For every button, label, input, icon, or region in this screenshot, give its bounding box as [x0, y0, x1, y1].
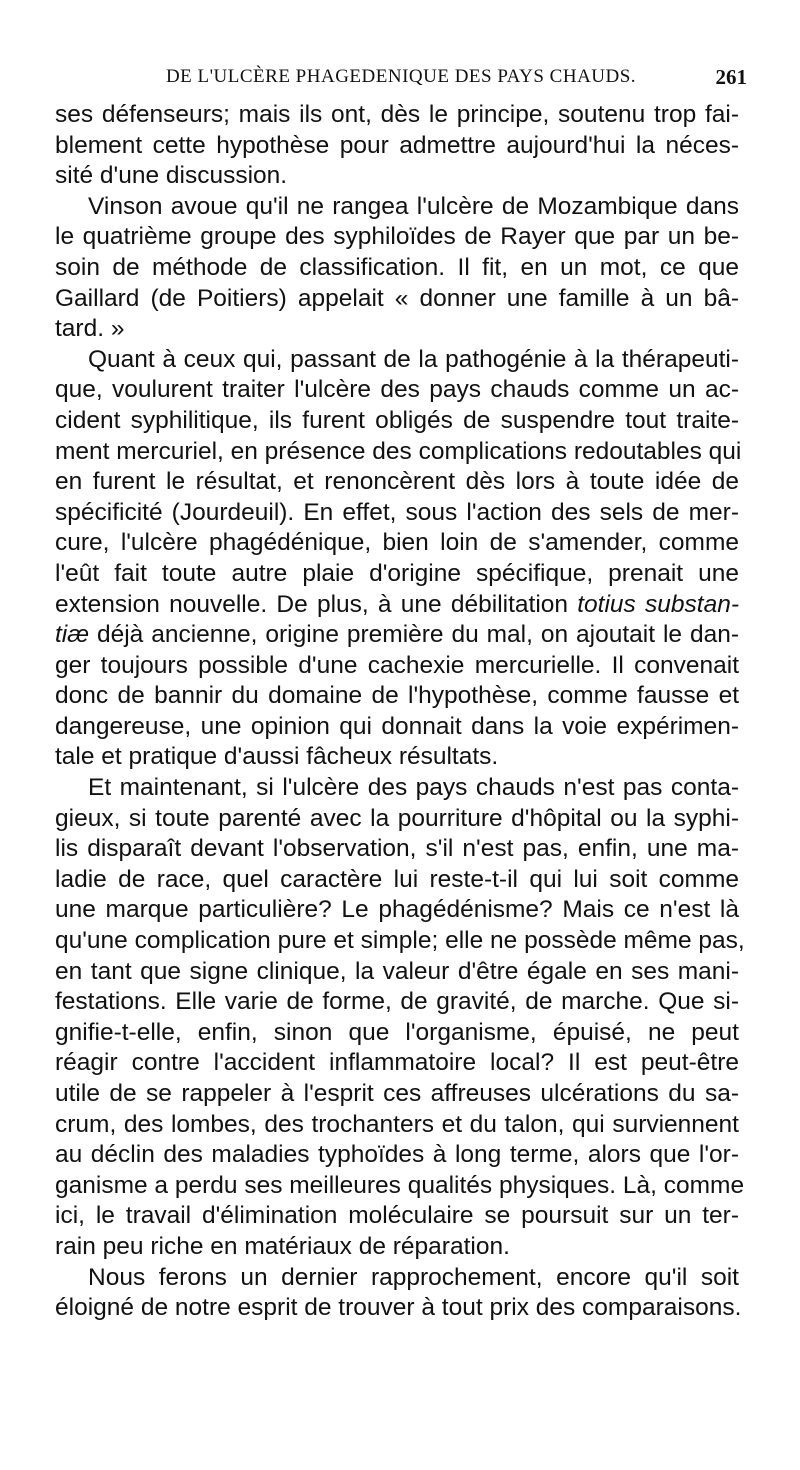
text-line: ganisme a perdu ses meilleures qualités physiques. Là, comme: [55, 1171, 745, 1199]
text-line: Vinson avoue qu'il ne rangea l'ulcère de Mozambique dans: [88, 192, 739, 220]
page-number: 261: [715, 65, 747, 89]
text-line: sité d'une discussion.: [55, 162, 288, 190]
text-line: ment mercuriel, en présence des complications redoutables qui: [55, 437, 742, 465]
text-line: au déclin des maladies typhoïdes à long terme, alors que l'or-: [55, 1141, 739, 1169]
text-line: Gaillard (de Poitiers) appelait « donner une famille à un bâ-: [55, 284, 739, 312]
text-line: le quatrième groupe des syphiloïdes de Rayer que par un be-: [55, 223, 739, 251]
text-line: ger toujours possible d'une cachexie mercurielle. Il convenait: [55, 651, 739, 679]
text-line: Et maintenant, si l'ulcère des pays chauds n'est pas conta-: [88, 774, 739, 802]
text-line: éloigné de notre esprit de trouver à tout prix des comparaisons.: [55, 1294, 742, 1322]
text-segment: déjà ancienne, origine première du mal, on ajoutait le dan-: [89, 621, 739, 649]
text-line: dangereuse, une opinion qui donnait dans la voie expérimen-: [55, 712, 739, 740]
text-line: [55, 590, 739, 621]
text-line: tard. »: [55, 315, 125, 343]
text-line: réagir contre l'accident inflammatoire local? Il est peut-être: [55, 1049, 739, 1077]
text-line: ici, le travail d'élimination moléculaire se poursuit sur un ter-: [55, 1202, 739, 1230]
text-line: gnifie-t-elle, enfin, sinon que l'organisme, épuisé, ne peut: [55, 1018, 739, 1046]
running-head: [55, 62, 747, 92]
text-line: rain peu riche en matériaux de réparation.: [55, 1232, 510, 1260]
text-line: blement cette hypothèse pour admettre aujourd'hui la néces-: [55, 131, 739, 159]
italic-latin-phrase: totius substan-: [577, 590, 740, 618]
text-line: donc de bannir du domaine de l'hypothèse, comme fausse et: [55, 682, 739, 710]
text-line: en tant que signe clinique, la valeur d'être égale en ses mani-: [55, 957, 739, 985]
italic-latin-phrase: tiæ: [55, 621, 90, 649]
text-line: [55, 620, 739, 651]
text-line: festations. Elle varie de forme, de gravité, de marche. Que si-: [55, 988, 739, 1016]
text-segment: extension nouvelle. De plus, à une débilitation: [55, 590, 578, 618]
text-line: ses défenseurs; mais ils ont, dès le principe, soutenu trop fai-: [55, 101, 739, 128]
running-title: DE L'ULCÈRE PHAGEDENIQUE DES PAYS CHAUDS.: [165, 66, 637, 87]
text-line: tale et pratique d'aussi fâcheux résultats.: [55, 743, 499, 771]
text-line: que, voulurent traiter l'ulcère des pays chauds comme un ac-: [55, 376, 739, 404]
text-line: crum, des lombes, des trochanters et du talon, qui surviennent: [55, 1110, 739, 1138]
text-line: cure, l'ulcère phagédénique, bien loin de s'amender, comme: [55, 529, 739, 557]
text-line: qu'une complication pure et simple; elle ne possède même pas,: [55, 927, 745, 955]
text-line: ladie de race, quel caractère lui reste-t-il qui lui soit comme: [55, 865, 739, 893]
text-line: spécificité (Jourdeuil). En effet, sous l'action des sels de mer-: [55, 498, 739, 526]
text-line: soin de méthode de classification. Il fit, en un mot, ce que: [55, 253, 739, 281]
text-line: Quant à ceux qui, passant de la pathogénie à la thérapeuti-: [88, 345, 739, 373]
text-line: une marque particulière? Le phagédénisme? Mais ce n'est là: [55, 896, 739, 924]
text-line: cident syphilitique, ils furent obligés de suspendre tout traite-: [55, 406, 739, 434]
text-line: gieux, si toute parenté avec la pourriture d'hôpital ou la syphi-: [55, 804, 739, 832]
body-text: [55, 100, 745, 1324]
text-line: l'eût fait toute autre plaie d'origine spécifique, prenait une: [55, 559, 739, 587]
text-line: lis disparaît devant l'observation, s'il n'est pas, enfin, une ma-: [55, 835, 739, 863]
text-line: en furent le résultat, et renoncèrent dès lors à toute idée de: [55, 468, 739, 496]
text-line: Nous ferons un dernier rapprochement, encore qu'il soit: [88, 1263, 739, 1291]
text-line: utile de se rappeler à l'esprit ces affreuses ulcérations du sa-: [55, 1080, 739, 1107]
